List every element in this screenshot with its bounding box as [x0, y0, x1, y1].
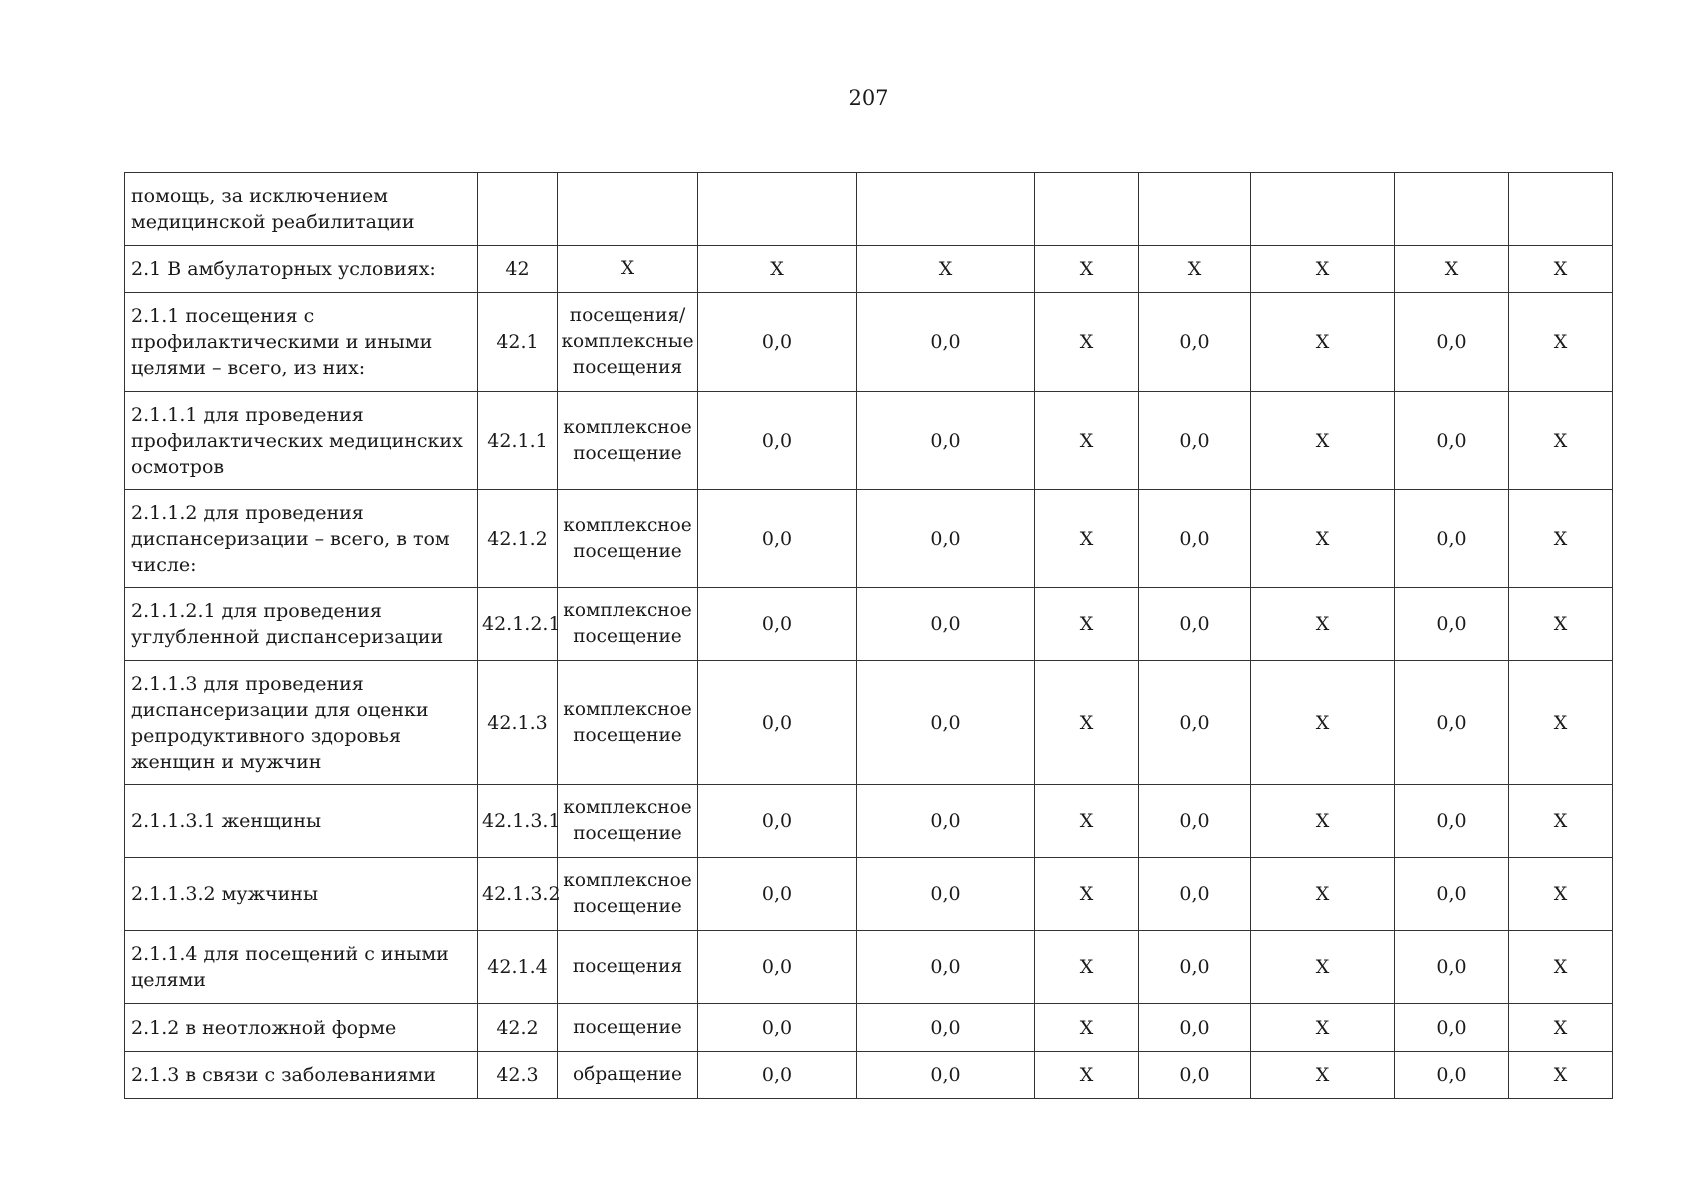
table-row: [125, 588, 1613, 661]
row-code: 42.1.3: [478, 661, 558, 785]
row-description: 2.1.1.3 для проведения диспансеризации для оценки репродуктивного здоровья женщин и мужчин: [125, 661, 478, 785]
row-value: Х: [1035, 588, 1139, 661]
row-value: Х: [1251, 661, 1395, 785]
row-code: 42.1.3.2: [478, 858, 558, 931]
row-value: [1139, 173, 1251, 246]
row-value: 0,0: [1395, 392, 1509, 490]
row-value: Х: [1509, 661, 1613, 785]
row-value: Х: [1509, 1052, 1613, 1099]
row-unit: комплексное посещение: [558, 858, 698, 931]
row-unit: комплексное посещение: [558, 588, 698, 661]
row-value: Х: [1251, 588, 1395, 661]
row-value: Х: [1251, 858, 1395, 931]
table-row: [125, 858, 1613, 931]
row-value: 0,0: [1139, 392, 1251, 490]
row-value: Х: [1251, 490, 1395, 588]
row-value: Х: [1251, 1004, 1395, 1052]
row-value: 0,0: [698, 931, 857, 1004]
row-value: 0,0: [698, 1052, 857, 1099]
row-unit: комплексное посещение: [558, 661, 698, 785]
row-value: Х: [857, 246, 1035, 293]
row-value: 0,0: [698, 785, 857, 858]
row-value: Х: [1251, 293, 1395, 392]
row-value: 0,0: [698, 392, 857, 490]
row-description: 2.1.1.1 для проведения профилактических медицинских осмотров: [125, 392, 478, 490]
row-value: 0,0: [1139, 785, 1251, 858]
row-value: 0,0: [857, 1004, 1035, 1052]
row-value: 0,0: [857, 293, 1035, 392]
row-value: 0,0: [1139, 1052, 1251, 1099]
row-description: 2.1.1.4 для посещений с иными целями: [125, 931, 478, 1004]
table-row: [125, 490, 1613, 588]
row-code: 42.1.4: [478, 931, 558, 1004]
row-value: 0,0: [698, 490, 857, 588]
row-value: 0,0: [1139, 661, 1251, 785]
row-value: 0,0: [1139, 588, 1251, 661]
row-description: 2.1 В амбулаторных условиях:: [125, 246, 478, 293]
row-value: Х: [1509, 1004, 1613, 1052]
row-value: Х: [1509, 785, 1613, 858]
row-code: 42.1.3.1: [478, 785, 558, 858]
table-row: [125, 246, 1613, 293]
row-code: [478, 173, 558, 246]
row-value: Х: [1035, 1004, 1139, 1052]
table-row: [125, 173, 1613, 246]
row-value: Х: [1035, 858, 1139, 931]
row-value: Х: [1035, 246, 1139, 293]
table-row: [125, 1052, 1613, 1099]
row-value: 0,0: [857, 588, 1035, 661]
row-code: 42.1.1: [478, 392, 558, 490]
row-value: 0,0: [698, 588, 857, 661]
row-value: 0,0: [857, 1052, 1035, 1099]
row-value: Х: [1035, 785, 1139, 858]
row-value: [698, 173, 857, 246]
row-value: 0,0: [1395, 661, 1509, 785]
row-value: Х: [1509, 490, 1613, 588]
row-value: 0,0: [1139, 293, 1251, 392]
row-value: Х: [1035, 490, 1139, 588]
row-code: 42.1.2.1: [478, 588, 558, 661]
row-value: [1509, 173, 1613, 246]
row-value: 0,0: [698, 293, 857, 392]
row-unit: обращение: [558, 1052, 698, 1099]
row-value: [1251, 173, 1395, 246]
row-value: Х: [1035, 1052, 1139, 1099]
row-value: Х: [1035, 931, 1139, 1004]
row-unit: комплексное посещение: [558, 392, 698, 490]
row-value: 0,0: [857, 490, 1035, 588]
row-value: Х: [1509, 246, 1613, 293]
row-value: 0,0: [857, 785, 1035, 858]
table-row: [125, 785, 1613, 858]
row-description: 2.1.1.3.1 женщины: [125, 785, 478, 858]
row-unit: комплексное посещение: [558, 490, 698, 588]
row-code: 42.1.2: [478, 490, 558, 588]
row-value: 0,0: [1139, 858, 1251, 931]
row-value: 0,0: [698, 1004, 857, 1052]
row-value: 0,0: [1395, 1004, 1509, 1052]
table-row: [125, 293, 1613, 392]
row-value: 0,0: [1395, 931, 1509, 1004]
row-code: 42.3: [478, 1052, 558, 1099]
row-code: 42: [478, 246, 558, 293]
row-value: 0,0: [1395, 293, 1509, 392]
row-value: 0,0: [857, 931, 1035, 1004]
row-value: Х: [1509, 293, 1613, 392]
row-value: [1035, 173, 1139, 246]
row-value: 0,0: [1395, 785, 1509, 858]
row-code: 42.1: [478, 293, 558, 392]
table-row: [125, 392, 1613, 490]
row-value: 0,0: [698, 661, 857, 785]
row-value: 0,0: [1139, 1004, 1251, 1052]
row-value: Х: [1035, 661, 1139, 785]
row-unit: посещения/ комплексные посещения: [558, 293, 698, 392]
row-value: Х: [1509, 858, 1613, 931]
row-description: 2.1.3 в связи с заболеваниями: [125, 1052, 478, 1099]
row-value: Х: [1251, 931, 1395, 1004]
row-description: 2.1.1 посещения с профилактическими и иными целями – всего, из них:: [125, 293, 478, 392]
row-description: 2.1.1.2 для проведения диспансеризации – всего, в том числе:: [125, 490, 478, 588]
row-value: 0,0: [1395, 490, 1509, 588]
row-description: помощь, за исключением медицинской реабилитации: [125, 173, 478, 246]
row-value: Х: [1035, 392, 1139, 490]
row-value: 0,0: [857, 661, 1035, 785]
row-unit: посещение: [558, 1004, 698, 1052]
row-value: Х: [1139, 246, 1251, 293]
row-value: Х: [1035, 293, 1139, 392]
row-value: Х: [698, 246, 857, 293]
page-number: 207: [848, 86, 889, 110]
row-value: 0,0: [1139, 931, 1251, 1004]
row-value: Х: [1509, 588, 1613, 661]
row-value: Х: [1251, 392, 1395, 490]
row-unit: Х: [558, 246, 698, 293]
table-row: [125, 661, 1613, 785]
row-value: 0,0: [1395, 1052, 1509, 1099]
row-value: 0,0: [857, 858, 1035, 931]
row-unit: [558, 173, 698, 246]
row-value: Х: [1251, 246, 1395, 293]
row-value: 0,0: [857, 392, 1035, 490]
row-code: 42.2: [478, 1004, 558, 1052]
row-value: 0,0: [1395, 588, 1509, 661]
row-value: 0,0: [1395, 858, 1509, 931]
row-value: [857, 173, 1035, 246]
row-value: 0,0: [1139, 490, 1251, 588]
row-description: 2.1.1.2.1 для проведения углубленной диспансеризации: [125, 588, 478, 661]
row-value: Х: [1509, 931, 1613, 1004]
row-description: 2.1.2 в неотложной форме: [125, 1004, 478, 1052]
table-row: [125, 931, 1613, 1004]
row-value: Х: [1395, 246, 1509, 293]
row-value: Х: [1509, 392, 1613, 490]
data-table: [124, 172, 1613, 1099]
row-value: Х: [1251, 785, 1395, 858]
row-value: 0,0: [698, 858, 857, 931]
row-value: [1395, 173, 1509, 246]
table-row: [125, 1004, 1613, 1052]
row-unit: посещения: [558, 931, 698, 1004]
row-unit: комплексное посещение: [558, 785, 698, 858]
row-description: 2.1.1.3.2 мужчины: [125, 858, 478, 931]
row-value: Х: [1251, 1052, 1395, 1099]
